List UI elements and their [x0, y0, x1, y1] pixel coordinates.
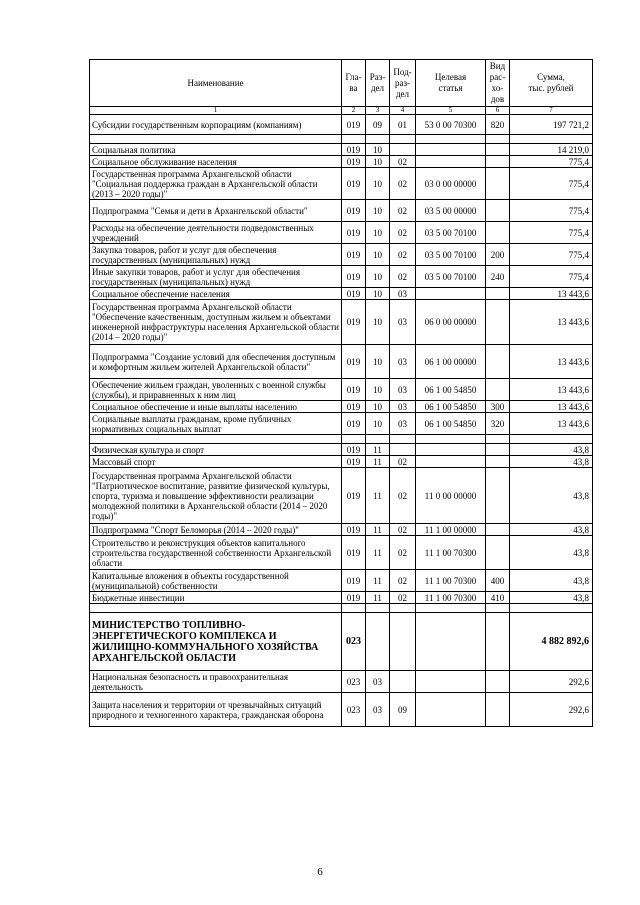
amount-cell: 43,8	[510, 570, 593, 592]
subsection-code-cell	[390, 444, 416, 456]
empty-cell	[366, 435, 390, 444]
section-code-cell: 11	[366, 536, 390, 570]
target-article-cell: 03 5 00 70100	[416, 244, 486, 266]
amount-cell: 775,4	[510, 156, 593, 168]
chapter-code-cell: 019	[342, 300, 366, 345]
subsection-code-cell	[390, 144, 416, 156]
item-name-cell: Капитальные вложения в объекты государственной (муниципальной) собственности	[90, 570, 342, 592]
table-row	[90, 456, 593, 468]
chapter-code-cell: 023	[342, 613, 366, 671]
target-article-cell: 11 0 00 00000	[416, 468, 486, 524]
expense-type-cell	[486, 379, 510, 401]
table-row	[90, 222, 593, 244]
item-name-cell: Социальное обеспечение населения	[90, 288, 342, 300]
amount-cell: 13 443,6	[510, 345, 593, 379]
item-name-cell: Социальная политика	[90, 144, 342, 156]
chapter-code-cell: 019	[342, 266, 366, 288]
table-header-row	[90, 60, 593, 107]
empty-cell	[416, 435, 486, 444]
target-article-cell: 03 5 00 00000	[416, 200, 486, 222]
section-code-cell: 03	[366, 693, 390, 727]
table-row	[90, 444, 593, 456]
amount-cell: 197 721,2	[510, 115, 593, 135]
section-code-cell: 10	[366, 413, 390, 435]
section-code-cell: 11	[366, 592, 390, 604]
spacer-row	[90, 604, 593, 613]
table-row	[90, 300, 593, 345]
table-row	[90, 244, 593, 266]
subsection-code-cell: 02	[390, 222, 416, 244]
item-name-cell: Государственная программа Архангельской области "Социальная поддержка граждан в Архангельской области (2013 – 2020 годы)"	[90, 168, 342, 200]
table-row	[90, 671, 593, 693]
table-row	[90, 613, 593, 671]
item-name-cell: Подпрограмма "Создание условий для обеспечения доступным и комфортным жильем жителей Архангельской области"	[90, 345, 342, 379]
amount-cell: 13 443,6	[510, 379, 593, 401]
table-body	[90, 115, 593, 727]
item-name-cell: Подпрограмма "Спорт Беломорья (2014 – 2020 годы)"	[90, 524, 342, 536]
chapter-code-cell: 019	[342, 200, 366, 222]
chapter-code-cell: 019	[342, 379, 366, 401]
expense-type-cell	[486, 168, 510, 200]
empty-cell	[510, 604, 593, 613]
item-name-cell: Государственная программа Архангельской области "Патриотическое воспитание, развитие физической культуры, спорта, туризма и повышение эффективности реализации молодежной политики в Архангельской области (2014 – 2020 годы)"	[90, 468, 342, 524]
item-name-cell: Социальное обеспечение и иные выплаты населению	[90, 401, 342, 413]
budget-table	[89, 59, 593, 727]
chapter-code-cell: 019	[342, 456, 366, 468]
column-number: 4	[390, 107, 416, 115]
item-name-cell: Национальная безопасность и правоохранительная деятельность	[90, 671, 342, 693]
expense-type-cell	[486, 345, 510, 379]
column-number: 5	[416, 107, 486, 115]
chapter-code-cell: 019	[342, 401, 366, 413]
section-code-cell: 09	[366, 115, 390, 135]
column-number: 6	[486, 107, 510, 115]
column-numbers-row	[90, 107, 593, 115]
empty-cell	[486, 435, 510, 444]
subsection-code-cell: 02	[390, 536, 416, 570]
empty-cell	[342, 135, 366, 144]
expense-type-cell: 240	[486, 266, 510, 288]
item-name-cell: Социальное обслуживание населения	[90, 156, 342, 168]
expense-type-cell	[486, 613, 510, 671]
section-code-cell: 10	[366, 266, 390, 288]
empty-cell	[342, 604, 366, 613]
expense-type-cell	[486, 468, 510, 524]
column-number: 7	[510, 107, 593, 115]
empty-cell	[390, 135, 416, 144]
item-name-cell: Массовый спорт	[90, 456, 342, 468]
empty-cell	[510, 135, 593, 144]
item-name-cell: МИНИСТЕРСТВО ТОПЛИВНО-ЭНЕРГЕТИЧЕСКОГО КОМПЛЕКСА И ЖИЛИЩНО-КОММУНАЛЬНОГО ХОЗЯЙСТВА АРХАНГЕЛЬСКОЙ ОБЛАСТИ	[90, 613, 342, 671]
section-code-cell: 10	[366, 379, 390, 401]
chapter-code-cell: 023	[342, 693, 366, 727]
amount-cell: 775,4	[510, 266, 593, 288]
table-row	[90, 144, 593, 156]
section-code-cell: 10	[366, 288, 390, 300]
amount-cell: 292,6	[510, 693, 593, 727]
table-row	[90, 524, 593, 536]
subsection-code-cell: 03	[390, 379, 416, 401]
empty-cell	[390, 604, 416, 613]
subsection-code-cell: 03	[390, 300, 416, 345]
target-article-cell: 06 1 00 00000	[416, 345, 486, 379]
chapter-code-cell: 019	[342, 570, 366, 592]
table-row	[90, 168, 593, 200]
chapter-code-cell: 019	[342, 468, 366, 524]
empty-cell	[342, 435, 366, 444]
item-name-cell: Обеспечение жильем граждан, уволенных с военной службы (службы), и приравненных к ним лиц	[90, 379, 342, 401]
subsection-code-cell: 03	[390, 413, 416, 435]
page-number: 6	[317, 866, 323, 878]
chapter-code-cell: 019	[342, 288, 366, 300]
amount-cell: 43,8	[510, 456, 593, 468]
column-number: 3	[366, 107, 390, 115]
table-row	[90, 200, 593, 222]
expense-type-cell	[486, 524, 510, 536]
chapter-code-cell: 019	[342, 524, 366, 536]
section-code-cell: 11	[366, 524, 390, 536]
chapter-code-cell: 023	[342, 671, 366, 693]
target-article-cell: 06 1 00 54850	[416, 379, 486, 401]
amount-cell: 13 443,6	[510, 401, 593, 413]
column-header: Сумма, тыс. рублей	[510, 60, 593, 107]
amount-cell: 292,6	[510, 671, 593, 693]
target-article-cell: 03 5 00 70100	[416, 266, 486, 288]
subsection-code-cell	[390, 671, 416, 693]
empty-cell	[90, 435, 342, 444]
item-name-cell: Закупка товаров, работ и услуг для обеспечения государственных (муниципальных) нужд	[90, 244, 342, 266]
chapter-code-cell: 019	[342, 115, 366, 135]
subsection-code-cell: 02	[390, 570, 416, 592]
target-article-cell	[416, 693, 486, 727]
column-header: Гла- ва	[342, 60, 366, 107]
column-header: Под- раз- дел	[390, 60, 416, 107]
amount-cell: 4 882 892,6	[510, 613, 593, 671]
target-article-cell: 53 0 00 70300	[416, 115, 486, 135]
target-article-cell: 06 1 00 54850	[416, 401, 486, 413]
section-code-cell: 10	[366, 156, 390, 168]
target-article-cell: 11 1 00 70300	[416, 536, 486, 570]
expense-type-cell	[486, 222, 510, 244]
target-article-cell: 03 0 00 00000	[416, 168, 486, 200]
target-article-cell: 11 1 00 00000	[416, 524, 486, 536]
empty-cell	[366, 135, 390, 144]
table-row	[90, 379, 593, 401]
section-code-cell: 11	[366, 570, 390, 592]
table-row	[90, 401, 593, 413]
subsection-code-cell: 03	[390, 288, 416, 300]
subsection-code-cell: 02	[390, 244, 416, 266]
column-header: Раз- дел	[366, 60, 390, 107]
subsection-code-cell: 02	[390, 456, 416, 468]
section-code-cell: 10	[366, 144, 390, 156]
target-article-cell: 06 1 00 54850	[416, 413, 486, 435]
empty-cell	[366, 604, 390, 613]
empty-cell	[416, 135, 486, 144]
column-header: Вид рас- хо- дов	[486, 60, 510, 107]
amount-cell: 43,8	[510, 536, 593, 570]
chapter-code-cell: 019	[342, 244, 366, 266]
expense-type-cell	[486, 300, 510, 345]
target-article-cell	[416, 288, 486, 300]
table-row	[90, 156, 593, 168]
target-article-cell	[416, 444, 486, 456]
subsection-code-cell: 09	[390, 693, 416, 727]
column-number: 2	[342, 107, 366, 115]
target-article-cell	[416, 613, 486, 671]
amount-cell: 775,4	[510, 244, 593, 266]
table-row	[90, 413, 593, 435]
subsection-code-cell: 02	[390, 168, 416, 200]
expense-type-cell: 320	[486, 413, 510, 435]
target-article-cell: 03 5 00 70100	[416, 222, 486, 244]
expense-type-cell	[486, 200, 510, 222]
item-name-cell: Социальные выплаты гражданам, кроме публичных нормативных социальных выплат	[90, 413, 342, 435]
section-code-cell: 10	[366, 244, 390, 266]
expense-type-cell: 410	[486, 592, 510, 604]
expense-type-cell	[486, 144, 510, 156]
amount-cell: 13 443,6	[510, 288, 593, 300]
subsection-code-cell: 01	[390, 115, 416, 135]
subsection-code-cell: 02	[390, 200, 416, 222]
subsection-code-cell: 02	[390, 592, 416, 604]
amount-cell: 43,8	[510, 524, 593, 536]
empty-cell	[390, 435, 416, 444]
subsection-code-cell: 03	[390, 401, 416, 413]
target-article-cell: 11 1 00 70300	[416, 592, 486, 604]
subsection-code-cell: 03	[390, 345, 416, 379]
amount-cell: 43,8	[510, 592, 593, 604]
table-row	[90, 570, 593, 592]
table-row	[90, 693, 593, 727]
subsection-code-cell: 02	[390, 468, 416, 524]
expense-type-cell	[486, 288, 510, 300]
amount-cell: 43,8	[510, 468, 593, 524]
section-code-cell: 10	[366, 401, 390, 413]
item-name-cell: Расходы на обеспечение деятельности подведомственных учреждений	[90, 222, 342, 244]
section-code-cell: 11	[366, 456, 390, 468]
expense-type-cell	[486, 536, 510, 570]
expense-type-cell	[486, 671, 510, 693]
target-article-cell	[416, 144, 486, 156]
table-row	[90, 288, 593, 300]
amount-cell: 14 219,0	[510, 144, 593, 156]
section-code-cell: 11	[366, 468, 390, 524]
table-row	[90, 115, 593, 135]
target-article-cell: 11 1 00 70300	[416, 570, 486, 592]
chapter-code-cell: 019	[342, 222, 366, 244]
table-row	[90, 266, 593, 288]
chapter-code-cell: 019	[342, 413, 366, 435]
amount-cell: 775,4	[510, 168, 593, 200]
expense-type-cell: 300	[486, 401, 510, 413]
item-name-cell: Бюджетные инвестиции	[90, 592, 342, 604]
target-article-cell	[416, 456, 486, 468]
item-name-cell: Строительство и реконструкция объектов капитального строительства государственной собственности Архангельской области	[90, 536, 342, 570]
chapter-code-cell: 019	[342, 345, 366, 379]
section-code-cell: 10	[366, 222, 390, 244]
empty-cell	[90, 604, 342, 613]
item-name-cell: Физическая культура и спорт	[90, 444, 342, 456]
chapter-code-cell: 019	[342, 444, 366, 456]
section-code-cell: 03	[366, 671, 390, 693]
item-name-cell: Иные закупки товаров, работ и услуг для обеспечения государственных (муниципальных) нужд	[90, 266, 342, 288]
section-code-cell: 10	[366, 345, 390, 379]
chapter-code-cell: 019	[342, 592, 366, 604]
chapter-code-cell: 019	[342, 144, 366, 156]
column-header: Наименование	[90, 60, 342, 107]
target-article-cell	[416, 671, 486, 693]
section-code-cell: 10	[366, 300, 390, 345]
expense-type-cell	[486, 156, 510, 168]
item-name-cell: Подпрограмма "Семья и дети в Архангельской области"	[90, 200, 342, 222]
expense-type-cell	[486, 693, 510, 727]
empty-cell	[416, 604, 486, 613]
empty-cell	[90, 135, 342, 144]
subsection-code-cell: 02	[390, 524, 416, 536]
amount-cell: 775,4	[510, 222, 593, 244]
column-header: Целевая статья	[416, 60, 486, 107]
column-number: 1	[90, 107, 342, 115]
expense-type-cell: 400	[486, 570, 510, 592]
item-name-cell: Государственная программа Архангельской области "Обеспечение качественным, доступным жильем и объектами инженерной инфраструктуры населения Архангельской области (2014 – 2020 годы)"	[90, 300, 342, 345]
target-article-cell	[416, 156, 486, 168]
expense-type-cell	[486, 456, 510, 468]
amount-cell: 13 443,6	[510, 413, 593, 435]
section-code-cell: 11	[366, 444, 390, 456]
item-name-cell: Субсидии государственным корпорациям (компаниям)	[90, 115, 342, 135]
table-row	[90, 468, 593, 524]
target-article-cell: 06 0 00 00000	[416, 300, 486, 345]
spacer-row	[90, 435, 593, 444]
table-row	[90, 345, 593, 379]
table-row	[90, 536, 593, 570]
spacer-row	[90, 135, 593, 144]
empty-cell	[486, 604, 510, 613]
chapter-code-cell: 019	[342, 156, 366, 168]
empty-cell	[510, 435, 593, 444]
subsection-code-cell: 02	[390, 266, 416, 288]
amount-cell: 775,4	[510, 200, 593, 222]
expense-type-cell	[486, 444, 510, 456]
empty-cell	[486, 135, 510, 144]
section-code-cell: 10	[366, 168, 390, 200]
subsection-code-cell: 02	[390, 156, 416, 168]
expense-type-cell: 200	[486, 244, 510, 266]
chapter-code-cell: 019	[342, 168, 366, 200]
section-code-cell	[366, 613, 390, 671]
section-code-cell: 10	[366, 200, 390, 222]
table-row	[90, 592, 593, 604]
amount-cell: 13 443,6	[510, 300, 593, 345]
item-name-cell: Защита населения и территории от чрезвычайных ситуаций природного и техногенного характера, гражданская оборона	[90, 693, 342, 727]
subsection-code-cell	[390, 613, 416, 671]
expense-type-cell: 820	[486, 115, 510, 135]
amount-cell: 43,8	[510, 444, 593, 456]
chapter-code-cell: 019	[342, 536, 366, 570]
